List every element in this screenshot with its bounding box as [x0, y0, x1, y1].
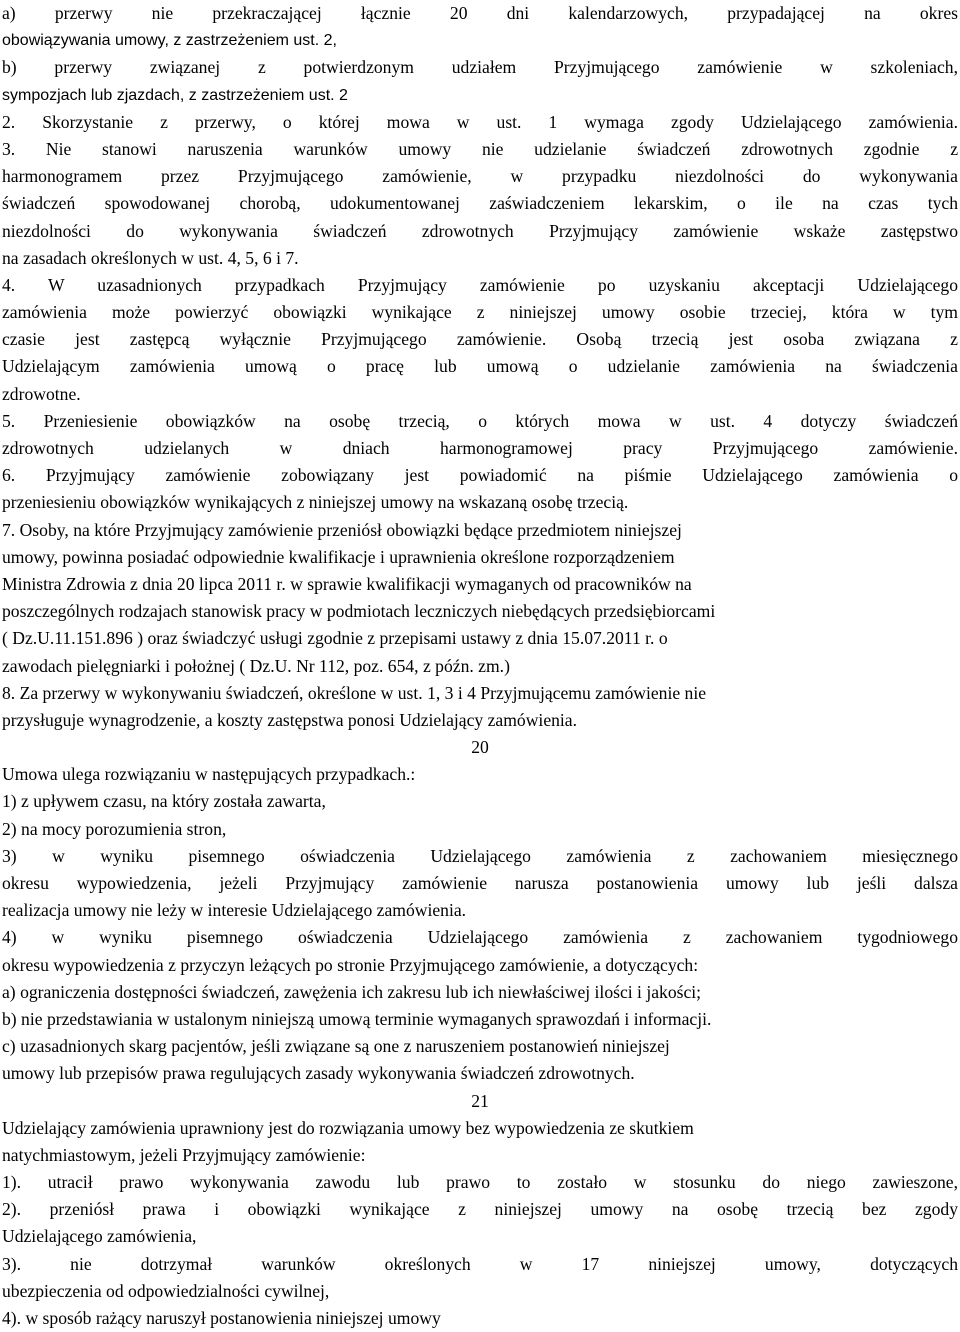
section-heading: 20 — [471, 737, 489, 758]
text-line: na zasadach określonych w ust. 4, 5, 6 i 7. — [2, 247, 299, 268]
text-line: b) przerwy związanej z potwierdzonym udziałem Przyjmującego zamówienie w szkoleniach, — [2, 57, 958, 78]
text-line: a) przerwy nie przekraczającej łącznie 20 dni kalendarzowych, przypadającej na okres — [2, 3, 958, 23]
text-line: 6. Przyjmujący zamówienie zobowiązany jest powiadomić na piśmie Udzielającego zamówienia o — [2, 465, 958, 486]
text-line: 1). utracił prawo wykonywania zawodu lub prawo to zostało w stosunku do niego zawieszone, — [2, 1172, 958, 1193]
text-line: umowy lub przepisów prawa regulujących zasady wykonywania świadczeń zdrowotnych. — [2, 1063, 635, 1084]
text-line: 2) na mocy porozumienia stron, — [2, 818, 227, 839]
text-line: zawodach pielęgniarki i położnej ( Dz.U. Nr 112, poz. 654, z późn. zm.) — [2, 655, 510, 676]
text-line: świadczeń spowodowanej chorobą, udokumentowanej zaświadczeniem lekarskim, o ile na czas tych — [2, 193, 958, 214]
text-line: 3) w wyniku pisemnego oświadczenia Udzielającego zamówienia z zachowaniem miesięcznego — [2, 845, 958, 866]
text-line: przysługuje wynagrodzenie, a koszty zastępstwa ponosi Udzielający zamówienia. — [2, 709, 578, 730]
text-line: realizacja umowy nie leży w interesie Udzielającego zamówienia. — [2, 900, 467, 921]
text-line: 1) z upływem czasu, na który została zawarta, — [2, 791, 326, 812]
text-line: 7. Osoby, na które Przyjmujący zamówienie przeniósł obowiązki będące przedmiotem niniejszej — [2, 519, 682, 540]
text-line: przeniesieniu obowiązków wynikających z niniejszej umowy na wskazaną osobę trzecią. — [2, 492, 629, 513]
text-line: zdrowotne. — [2, 383, 81, 404]
text-line: niezdolności do wykonywania świadczeń zdrowotnych Przyjmujący zamówienie wskaże zastępstwo — [2, 220, 958, 241]
text-line: 3. Nie stanowi naruszenia warunków umowy nie udzielanie świadczeń zdrowotnych zgodnie z — [2, 138, 958, 159]
text-line: 2). przeniósł prawa i obowiązki wynikające z niniejszej umowy na osobę trzecią bez zgody — [2, 1199, 958, 1220]
section-heading: 21 — [471, 1090, 489, 1111]
text-line: 3). nie dotrzymał warunków określonych w 17 niniejszej umowy, dotyczących — [2, 1253, 958, 1274]
text-line: a) ograniczenia dostępności świadczeń, zawężenia ich zakresu lub ich niewłaściwej ilości i jakości; — [2, 981, 702, 1002]
text-line: 4. W uzasadnionych przypadkach Przyjmujący zamówienie po uzyskaniu akceptacji Udzielającego — [2, 274, 958, 295]
text-line: Udzielającym zamówienia umową o pracę lub umową o udzielanie zamówienia na świadczenia — [2, 356, 958, 377]
text-line: Udzielającego zamówienia, — [2, 1226, 197, 1247]
text-line: natychmiastowym, jeżeli Przyjmujący zamówienie: — [2, 1144, 366, 1165]
text-line: sympozjach lub zjazdach, z zastrzeżeniem ust. 2 — [2, 86, 348, 104]
text-line: 5. Przeniesienie obowiązków na osobę trzecią, o których mowa w ust. 4 dotyczy świadczeń — [2, 410, 958, 431]
text-line: b) nie przedstawiania w ustalonym niniejszą umową terminie wymaganych sprawozdań i informacji. — [2, 1008, 712, 1029]
text-line: ubezpieczenia od odpowiedzialności cywilnej, — [2, 1280, 330, 1301]
text-line: harmonogramem przez Przyjmującego zamówienie, w przypadku niezdolności do wykonywania — [2, 166, 958, 187]
document-body — [2, 0, 958, 1332]
text-line: poszczególnych rodzajach stanowisk pracy w podmiotach leczniczych niebędących przedsiębiorcami — [2, 601, 716, 622]
text-line: 2. Skorzystanie z przerwy, o której mowa w ust. 1 wymaga zgody Udzielającego zamówienia. — [2, 111, 958, 132]
text-line: Ministra Zdrowia z dnia 20 lipca 2011 r. w sprawie kwalifikacji wymaganych od pracowników na — [2, 573, 692, 594]
text-line: umowy, powinna posiadać odpowiednie kwalifikacje i uprawnienia określone rozporządzeniem — [2, 546, 675, 567]
text-line: czasie jest zastępcą wyłącznie Przyjmującego zamówienie. Osobą trzecią jest osoba związana z — [2, 329, 958, 350]
text-line: obowiązywania umowy, z zastrzeżeniem ust. 2, — [2, 32, 337, 50]
text-line: c) uzasadnionych skarg pacjentów, jeśli związane są one z naruszeniem postanowień niniejszej — [2, 1036, 670, 1057]
text-line: okresu wypowiedzenia, jeżeli Przyjmujący zamówienie narusza postanowienia umowy lub jeśli dalsza — [2, 873, 958, 893]
text-line: zamówienia może powierzyć obowiązki wynikające z niniejszej umowy osobie trzeciej, która w tym — [2, 302, 958, 323]
text-line: okresu wypowiedzenia z przyczyn leżących po stronie Przyjmującego zamówienie, a dotyczących: — [2, 954, 699, 975]
text-line: 8. Za przerwy w wykonywaniu świadczeń, określone w ust. 1, 3 i 4 Przyjmującemu zamówienie nie — [2, 682, 707, 703]
text-line: 4) w wyniku pisemnego oświadczenia Udzielającego zamówienia z zachowaniem tygodniowego — [2, 927, 958, 948]
text-line: Umowa ulega rozwiązaniu w następujących przypadkach.: — [2, 764, 416, 785]
text-line: ( Dz.U.11.151.896 ) oraz świadczyć usługi zgodnie z przepisami ustawy z dnia 15.07.2011 r. o — [2, 628, 668, 649]
text-line: 4). w sposób rażący naruszył postanowienia niniejszej umowy — [2, 1308, 441, 1328]
text-line: zdrowotnych udzielanych w dniach harmonogramowej pracy Przyjmującego zamówienie. — [2, 438, 958, 458]
text-line: Udzielający zamówienia uprawniony jest do rozwiązania umowy bez wypowiedzenia ze skutkiem — [2, 1117, 694, 1138]
